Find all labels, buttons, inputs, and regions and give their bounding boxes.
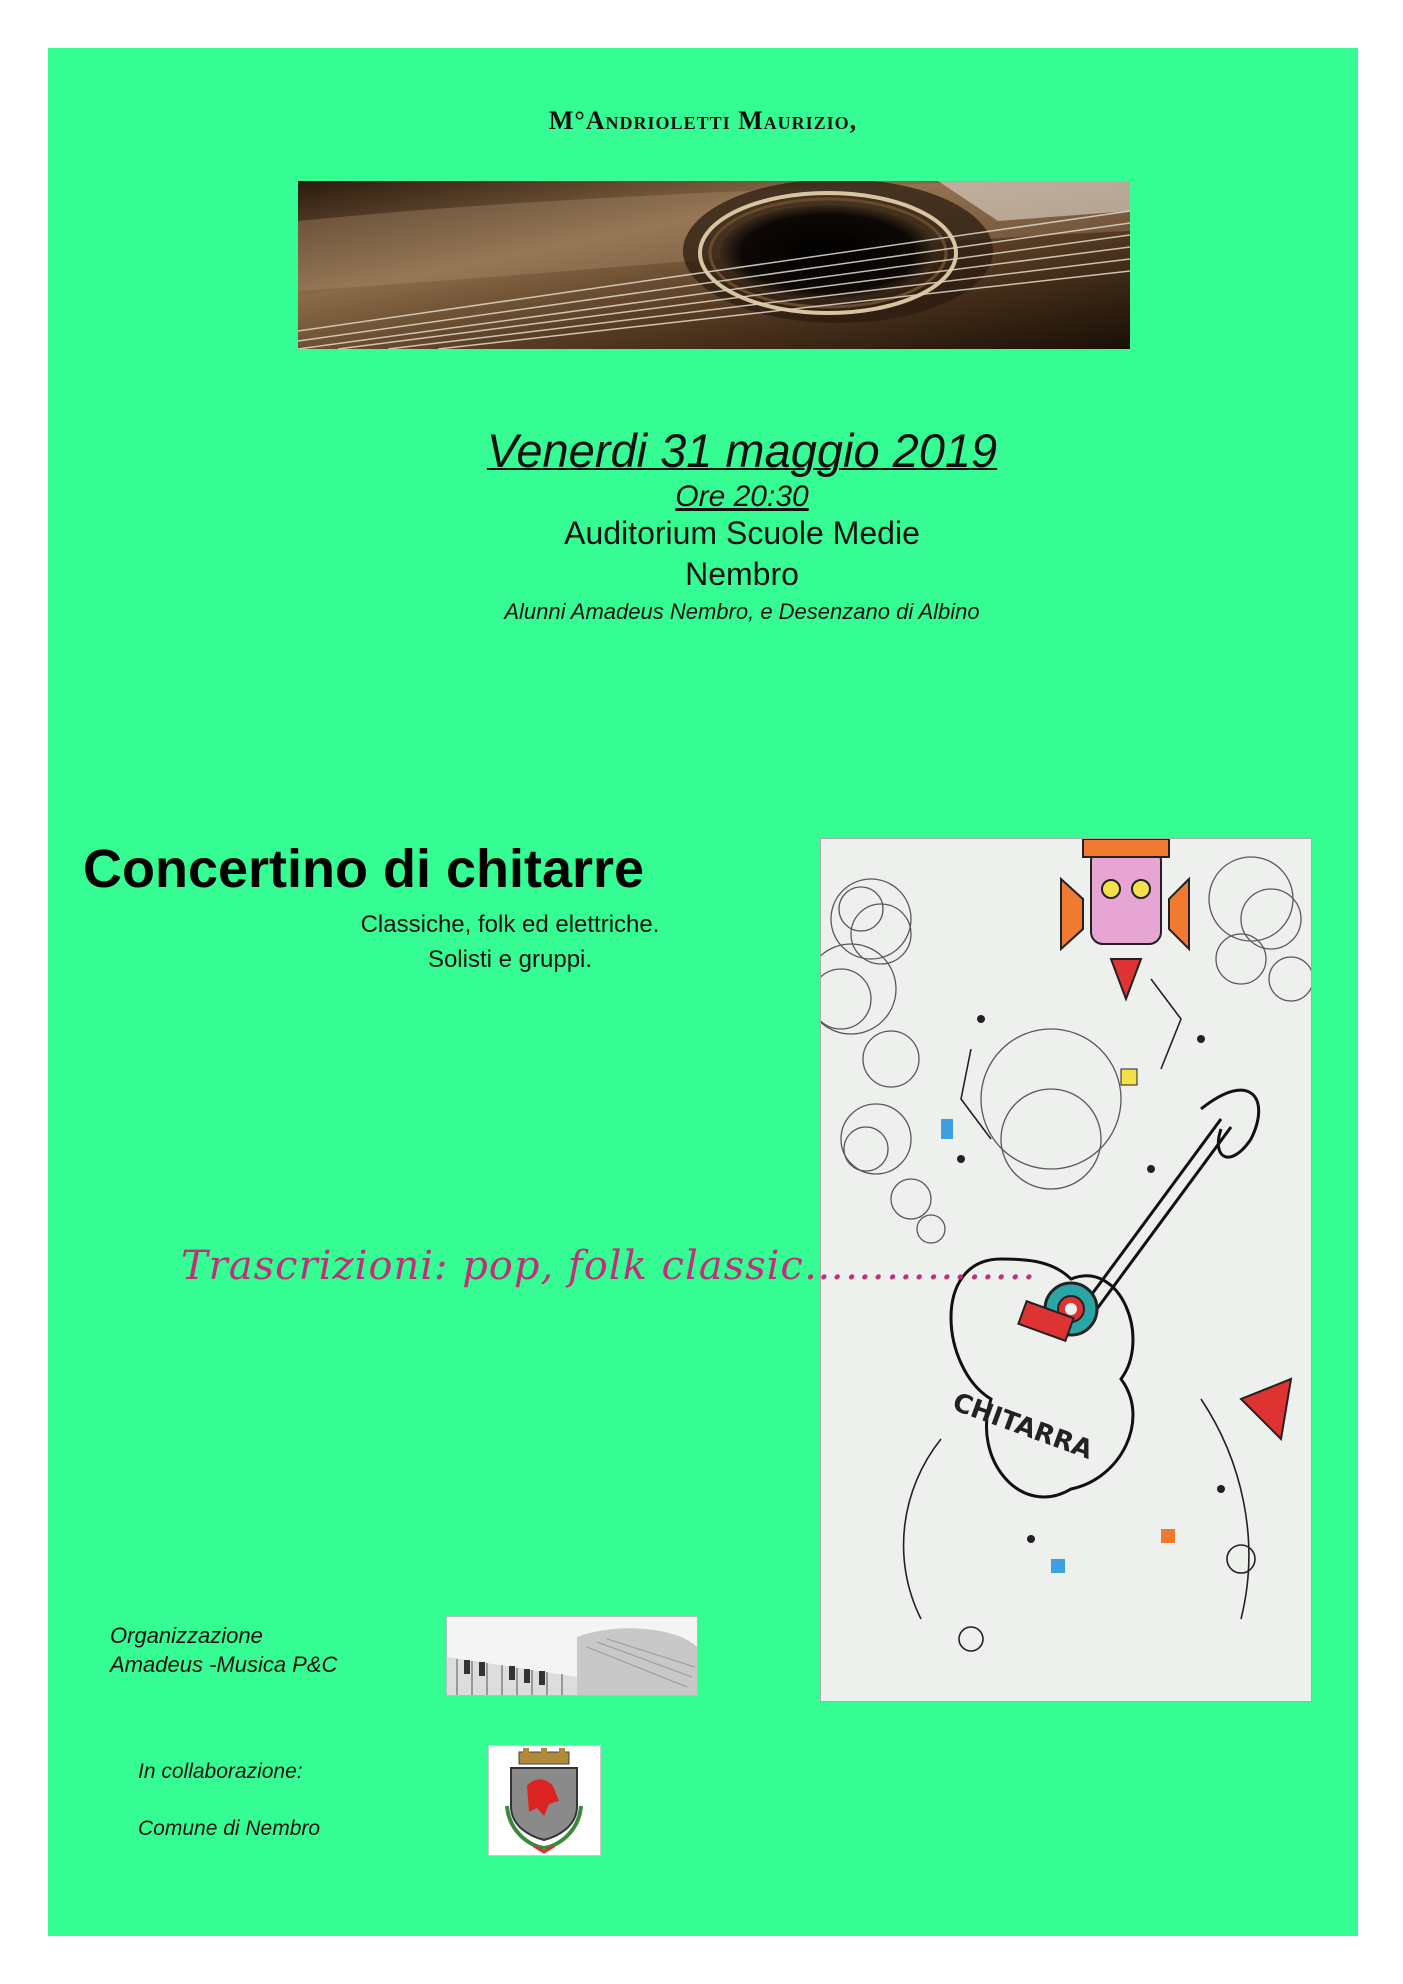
event-town: Nembro <box>685 556 799 592</box>
piano-keys-logo <box>446 1616 698 1696</box>
collaboration-label: In collaborazione: <box>138 1760 303 1783</box>
guitar-photo <box>298 181 1130 349</box>
event-date: Venerdi 31 maggio 2019 <box>486 424 998 477</box>
organizer-name: M°Andrioletti Maurizio, <box>548 106 858 135</box>
piano-keys-icon <box>447 1617 697 1695</box>
concert-title: Concertino di chitarre <box>83 839 645 899</box>
figure-head-icon <box>1061 839 1189 999</box>
event-time: Ore 20:30 <box>675 480 809 513</box>
artwork-handwritten-text: CHITARRA <box>948 1387 1097 1466</box>
poster <box>48 48 1358 1936</box>
event-venue: Auditorium Scuole Medie <box>564 515 920 551</box>
guitar-body-icon <box>948 1090 1259 1497</box>
guitar-photo-banner <box>298 181 1130 349</box>
concert-subtitle-line1: Classiche, folk ed elettriche. <box>360 911 660 938</box>
event-students: Alunni Amadeus Nembro, e Desenzano di Albino <box>504 599 980 624</box>
collaboration-name: Comune di Nembro <box>138 1817 321 1840</box>
concert-subtitle-line2: Solisti e gruppi. <box>427 946 593 973</box>
organization-label: Organizzazione <box>110 1623 263 1648</box>
organization-name: Amadeus -Musica P&C <box>110 1652 338 1677</box>
crest-icon <box>489 1746 600 1855</box>
municipal-crest-icon <box>488 1745 601 1856</box>
transcriptions-text: Trascrizioni: pop, folk classic…………….. <box>181 1243 1037 1289</box>
